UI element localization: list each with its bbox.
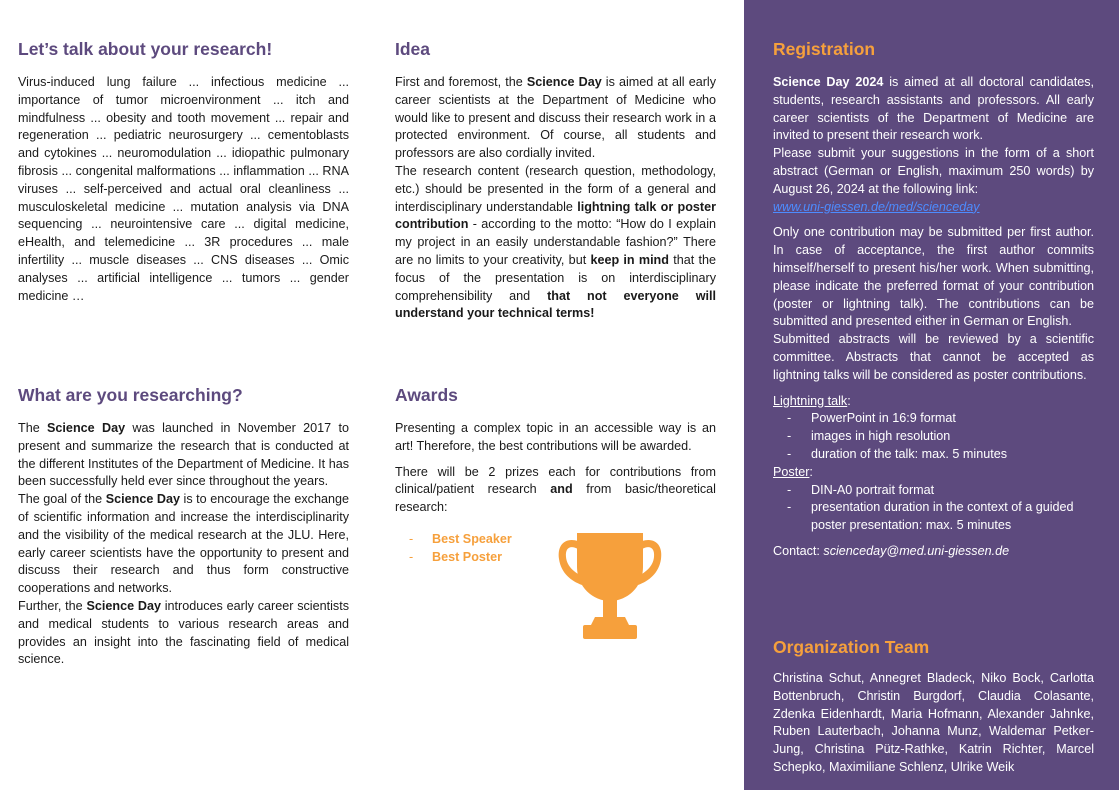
team-heading: Organization Team [773, 637, 930, 657]
poster-label: Poster: [773, 464, 813, 479]
poster-list [773, 482, 1094, 535]
contact-line: Contact: scienceday@med.uni-giessen.de [773, 543, 1010, 558]
prize-list [395, 531, 555, 567]
awards-heading: Awards [395, 385, 458, 405]
team-members: Christina Schut, Annegret Bladeck, Niko Bock, Carlotta Bottenbruch, Christin Burgdorf, Claudia Colasante, Zdenka Eidenhardt, Maria Hofmann, Alexander Jahnke, Ruben Lauterbach, Johanna Munz, Waldemar Petker-Jung, Christina Pütz-Rathke, Katrin Richter, Marcel Schepko, Maximiliane Schlenz, Ulrike Weik [773, 671, 1094, 774]
registration-panel [744, 0, 1119, 790]
idea-body [395, 74, 716, 323]
awards-body [395, 420, 716, 517]
registration-link-line [773, 199, 1094, 217]
registration-heading: Registration [773, 39, 876, 59]
list-item: - PowerPoint in 16:9 format [773, 410, 1094, 428]
lightning-talk-label: Lightning talk: [773, 393, 851, 408]
registration-paragraph: Science Day 2024 is aimed at all doctoral candidates, students, research assistants and professors. All early career scientists of the Department of Medicine are invited to present their research work. [773, 75, 1094, 143]
idea-heading: Idea [395, 39, 431, 59]
researching-body [18, 420, 349, 669]
researching-paragraph: The Science Day was launched in November 2017 to present and summarize the research that is conducted at the different Institutes of the Department of Medicine. It has been successfully held ever since throughout the years. [18, 421, 349, 489]
registration-paragraph: Please submit your suggestions in the form of a short abstract (German or English, maximum 250 words) by August 26, 2024 at the following link: [773, 146, 1094, 196]
idea-paragraph: First and foremost, the Science Day is aimed at all early career scientists at the Department of Medicine who would like to present and discuss their research work in a protected environment. Of course, all students and professors are also cordially invited. [395, 75, 716, 161]
registration-link[interactable]: www.uni-giessen.de/med/scienceday [773, 199, 980, 214]
list-item: - duration of the talk: max. 5 minutes [773, 446, 1094, 464]
registration-paragraph: Only one contribution may be submitted per first author. In case of acceptance, the first author commits himself/herself to present his/her work. When submitting, please indicate the preferred format of your contribution (poster or lightning talk). The contributions can be submitted and presented either in German or English. [773, 225, 1094, 329]
registration-body [773, 74, 1094, 561]
awards-paragraph: There will be 2 prizes each for contributions from clinical/patient research and from basic/theoretical research: [395, 464, 716, 515]
research-topics: Virus-induced lung failure ... infectious medicine ... importance of tumor microenvironment ... itch and mindfulness ... obesity and tooth movement ... repair and regeneration ... pediatric neurosurgery ... cementoblasts and cytokines ... neuromodulation ... idiopathic pulmonary fibrosis ... congenital malformations ... inflammation ... RNA viruses ... self-perceived and actual oral cleanliness ... musculoskeletal medicine ... mutation analysis via DNA sequencing ... neurointensive care ... digital medicine, eHealth, and telemedicine ... 3R procedures ... male infertility ... muscle diseases ... CNS diseases ... Omic analyses ... artificial intelligence ... tumors ... gender medicine … [18, 75, 349, 303]
researching-paragraph: The goal of the Science Day is to encourage the exchange of scientific information and increase the interdisciplinarity and the visibility of the medical research at the JLU. Here, early career scientists have the opportunity to present and discuss their research and thus form constructive cooperations and networks. [18, 492, 349, 596]
prize-best-speaker: - Best Speaker [395, 531, 555, 549]
awards-paragraph: Presenting a complex topic in an accessible way is an art! Therefore, the best contributions will be awarded. [395, 421, 716, 453]
list-item: - images in high resolution [773, 428, 1094, 446]
contact-email[interactable]: scienceday@med.uni-giessen.de [823, 543, 1010, 558]
list-item: - presentation duration in the context of a guided poster presentation: max. 5 minutes [773, 499, 1094, 535]
lightning-talk-list [773, 410, 1094, 463]
trophy-icon [555, 527, 665, 642]
research-heading: Let’s talk about your research! [18, 39, 273, 59]
idea-paragraph: The research content (research question, methodology, etc.) should be presented in the form of a general and interdisciplinary understandable lightning talk or poster contribution - according to the motto: “How do I explain my project in an easily understandable fashion?” There are no limits to your creativity, but keep in mind that the focus of the presentation is on interdisciplinary comprehensibility and that not everyone will understand your technical terms! [395, 163, 716, 321]
prize-best-poster: - Best Poster [395, 549, 555, 567]
researching-heading: What are you researching? [18, 385, 243, 405]
list-item: - DIN-A0 portrait format [773, 482, 1094, 500]
researching-paragraph: Further, the Science Day introduces early career scientists and medical students to various research areas and provides an insight into the fascinating field of medical science. [18, 598, 349, 667]
registration-paragraph: Submitted abstracts will be reviewed by a scientific committee. Abstracts that cannot be accepted as lightning talks will be considered as poster contributions. [773, 332, 1094, 382]
